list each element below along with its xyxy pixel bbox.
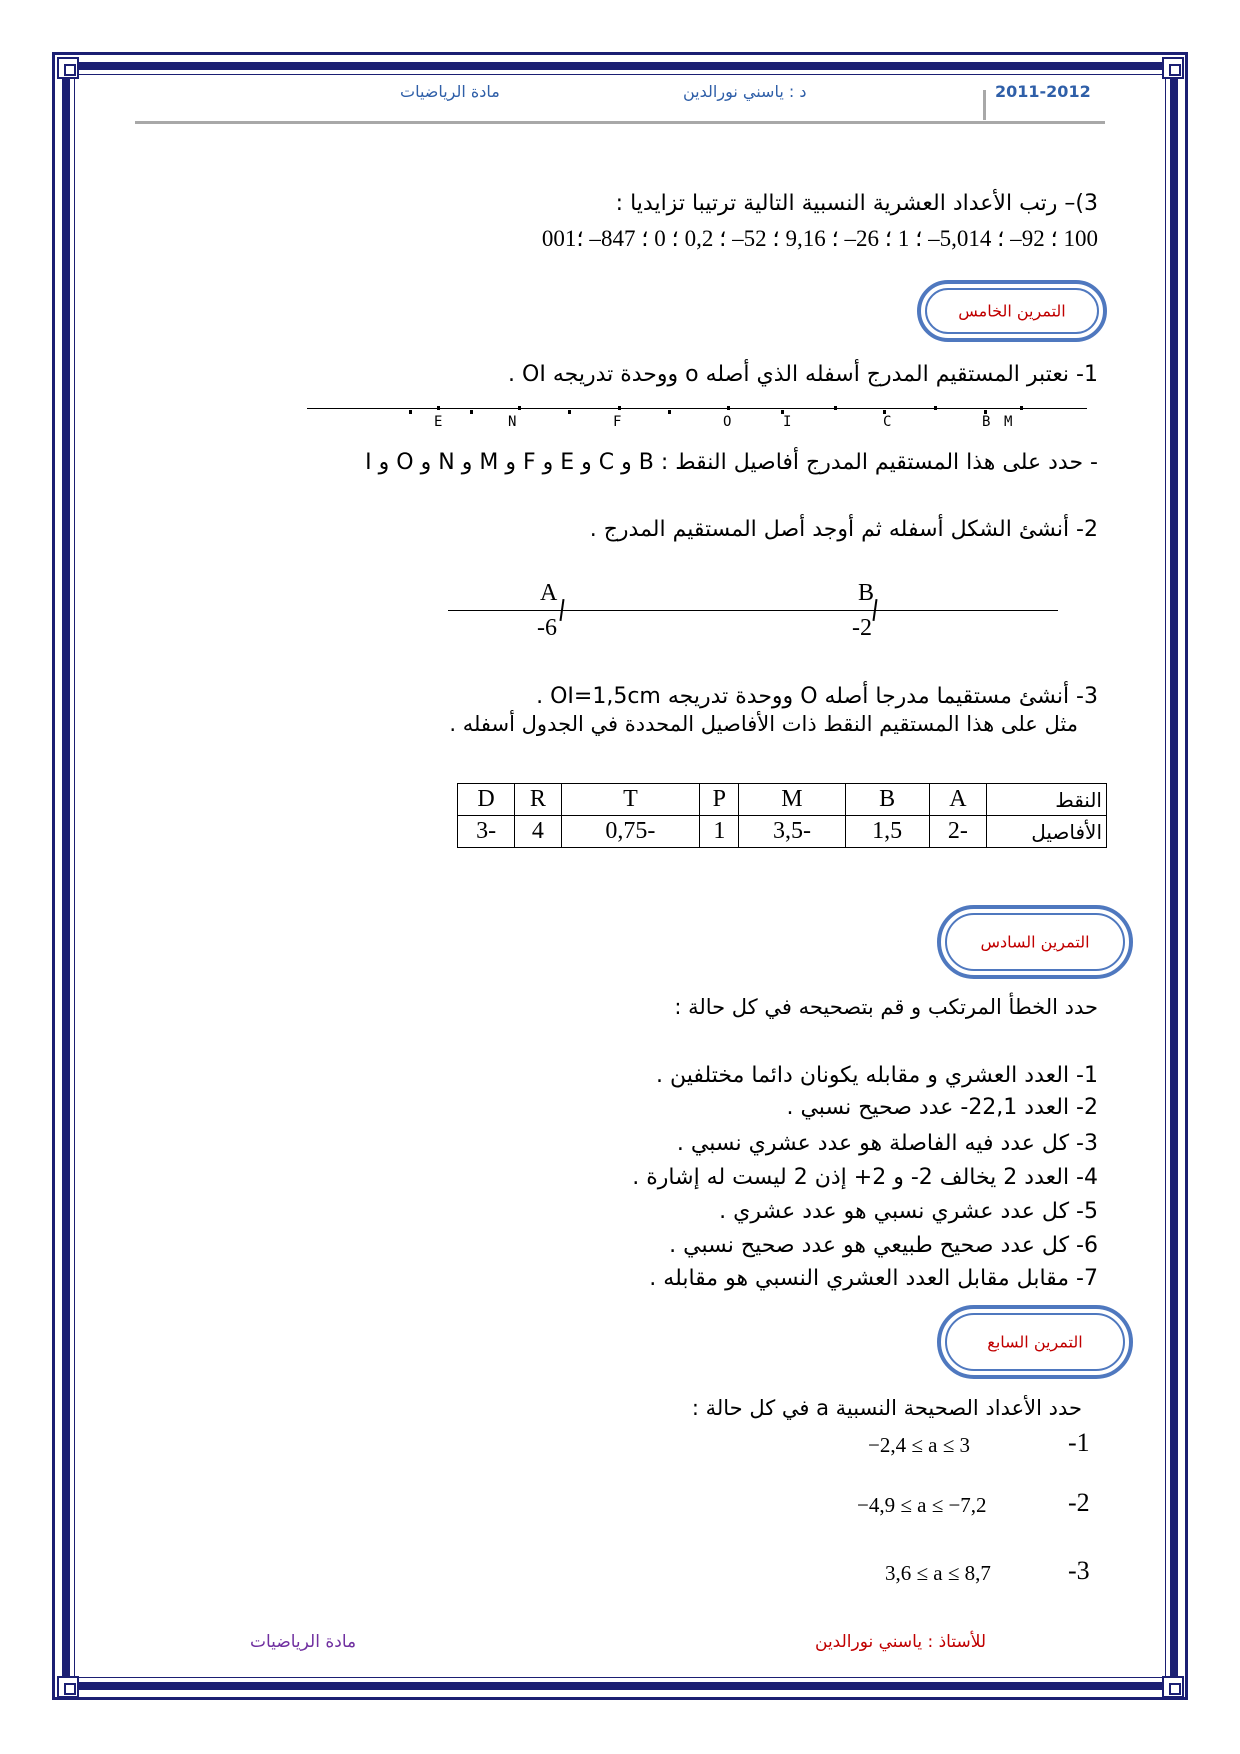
table-cell: -2 [929, 816, 986, 848]
table-cell: M [739, 784, 845, 816]
table-cell: D [458, 784, 515, 816]
footer-subject: مادة الرياضيات [250, 1632, 357, 1652]
ex5-q1b: - حدد على هذا المستقيم المدرج أفاصيل النقط : B و C و E و F و M و N و O و I [365, 450, 1098, 475]
table-cell: -0,75 [561, 816, 700, 848]
header-year: 2011-2012 [995, 82, 1091, 101]
number-line-tick [409, 410, 412, 414]
ex6-item-1: 1- العدد العشري و مقابله يكونان دائما مختلفين . [655, 1063, 1098, 1088]
table-header-points: النقط [987, 784, 1107, 816]
exercise5-title-box [917, 280, 1107, 342]
table-cell: P [700, 784, 739, 816]
corner-ornament-tl [57, 57, 79, 79]
exercise6-title: التمرين السادس [980, 932, 1090, 952]
ex4-q3-instruction: 3)– رتب الأعداد العشرية النسبية التالية ترتيبا تزايديا : [615, 191, 1098, 216]
table-row [458, 816, 1107, 848]
figure-value-b: -2 [852, 615, 872, 641]
table-cell: A [929, 784, 986, 816]
ex6-item-6: 6- كل عدد صحيح طبيعي هو عدد صحيح نسبي . [669, 1233, 1098, 1258]
header-rule [135, 121, 1105, 124]
nl-label-c: C [883, 414, 892, 430]
number-line-tick [470, 410, 473, 414]
number-line-tick [727, 406, 730, 410]
table-cell: -3,5 [739, 816, 845, 848]
number-line-tick [934, 406, 937, 410]
ex5-q3b: مثل على هذا المستقيم النقط ذات الأفاصيل المحددة في الجدول أسفله . [449, 712, 1078, 736]
table-cell: R [515, 784, 561, 816]
ex6-item-7: 7- مقابل مقابل العدد العشري النسبي هو مقابله . [649, 1266, 1098, 1291]
number-line-tick [618, 406, 621, 410]
nl-label-o: O [723, 414, 732, 430]
ex7-instruction: حدد الأعداد الصحيحة النسبية a في كل حالة : [691, 1396, 1082, 1420]
number-line-tick [668, 410, 671, 414]
ex7-case-1-num: -1 [1068, 1428, 1090, 1457]
figure-value-a: -6 [537, 615, 557, 641]
table-cell: -3 [458, 816, 515, 848]
figure-point-b: B [858, 580, 875, 606]
ex7-case-3-num: -3 [1068, 1556, 1090, 1585]
figure-line [448, 610, 1058, 611]
nl-label-n: N [508, 414, 517, 430]
corner-ornament-bl [57, 1676, 79, 1698]
figure-point-a: A [540, 580, 558, 606]
ex6-instruction: حدد الخطأ المرتكب و قم بتصحيحه في كل حالة : [674, 995, 1098, 1019]
table-cell: 1,5 [845, 816, 929, 848]
ex4-q3-numbers: 100 ؛ 92– ؛ 5,014– ؛ 1 ؛ 26– ؛ 9,16 ؛ 52– ؛ 0,2 ؛ 0 ؛ 847– ؛001 [541, 226, 1098, 251]
table-cell: B [845, 784, 929, 816]
exercise6-title-box [937, 905, 1133, 979]
ex7-case-2-expr: −4,9 ≤ a ≤ −7,2 [857, 1493, 987, 1517]
header-teacher: د : ياسني نورالدين [683, 82, 807, 101]
ex6-item-4: 4- العدد 2 يخالف 2- و 2+ إذن 2 ليست له إشارة . [632, 1165, 1098, 1190]
points-table [457, 783, 1107, 848]
exercise7-title: التمرين السابع [987, 1332, 1083, 1352]
number-line-tick [518, 406, 521, 410]
ex5-q2: 2- أنشئ الشكل أسفله ثم أوجد أصل المستقيم المدرج . [589, 517, 1098, 542]
ex6-item-5: 5- كل عدد عشري نسبي هو عدد عشري . [719, 1199, 1098, 1224]
ex6-item-3: 3- كل عدد فيه الفاصلة هو عدد عشري نسبي . [676, 1131, 1098, 1156]
nl-label-f: F [613, 414, 622, 430]
header-divider [983, 90, 986, 120]
number-line-tick [834, 406, 837, 410]
table-cell: 4 [515, 816, 561, 848]
number-line-tick [437, 406, 440, 410]
table-header-abscissas: الأفاصيل [987, 816, 1107, 848]
exercise5-title: التمرين الخامس [958, 301, 1066, 321]
ex6-item-2: 2- العدد 22,1- عدد صحيح نسبي . [786, 1095, 1098, 1120]
footer-teacher: للأستاذ : ياسني نورالدين [815, 1632, 987, 1652]
table-cell: 1 [700, 816, 739, 848]
ex5-q3: 3- أنشئ مستقيما مدرجا أصله O ووحدة تدريجه OI=1,5cm . [536, 684, 1098, 709]
table-cell: T [561, 784, 700, 816]
nl-label-i: I [783, 414, 792, 430]
nl-label-e: E [434, 414, 443, 430]
nl-label-b: B [982, 414, 991, 430]
ex7-case-2-num: -2 [1068, 1488, 1090, 1517]
nl-label-m: M [1004, 414, 1013, 430]
ex7-case-3-expr: 3,6 ≤ a ≤ 8,7 [885, 1561, 991, 1585]
number-line [307, 408, 1087, 409]
table-row [458, 784, 1107, 816]
ex5-q1: 1- نعتبر المستقيم المدرج أسفله الذي أصله o ووحدة تدريجه OI . [508, 362, 1098, 387]
number-line-tick [1020, 406, 1023, 410]
corner-ornament-tr [1162, 57, 1184, 79]
corner-ornament-br [1162, 1676, 1184, 1698]
exercise7-title-box [937, 1305, 1133, 1379]
header-subject: مادة الرياضيات [400, 82, 500, 101]
ex7-case-1-expr: −2,4 ≤ a ≤ 3 [868, 1433, 970, 1457]
number-line-tick [568, 410, 571, 414]
